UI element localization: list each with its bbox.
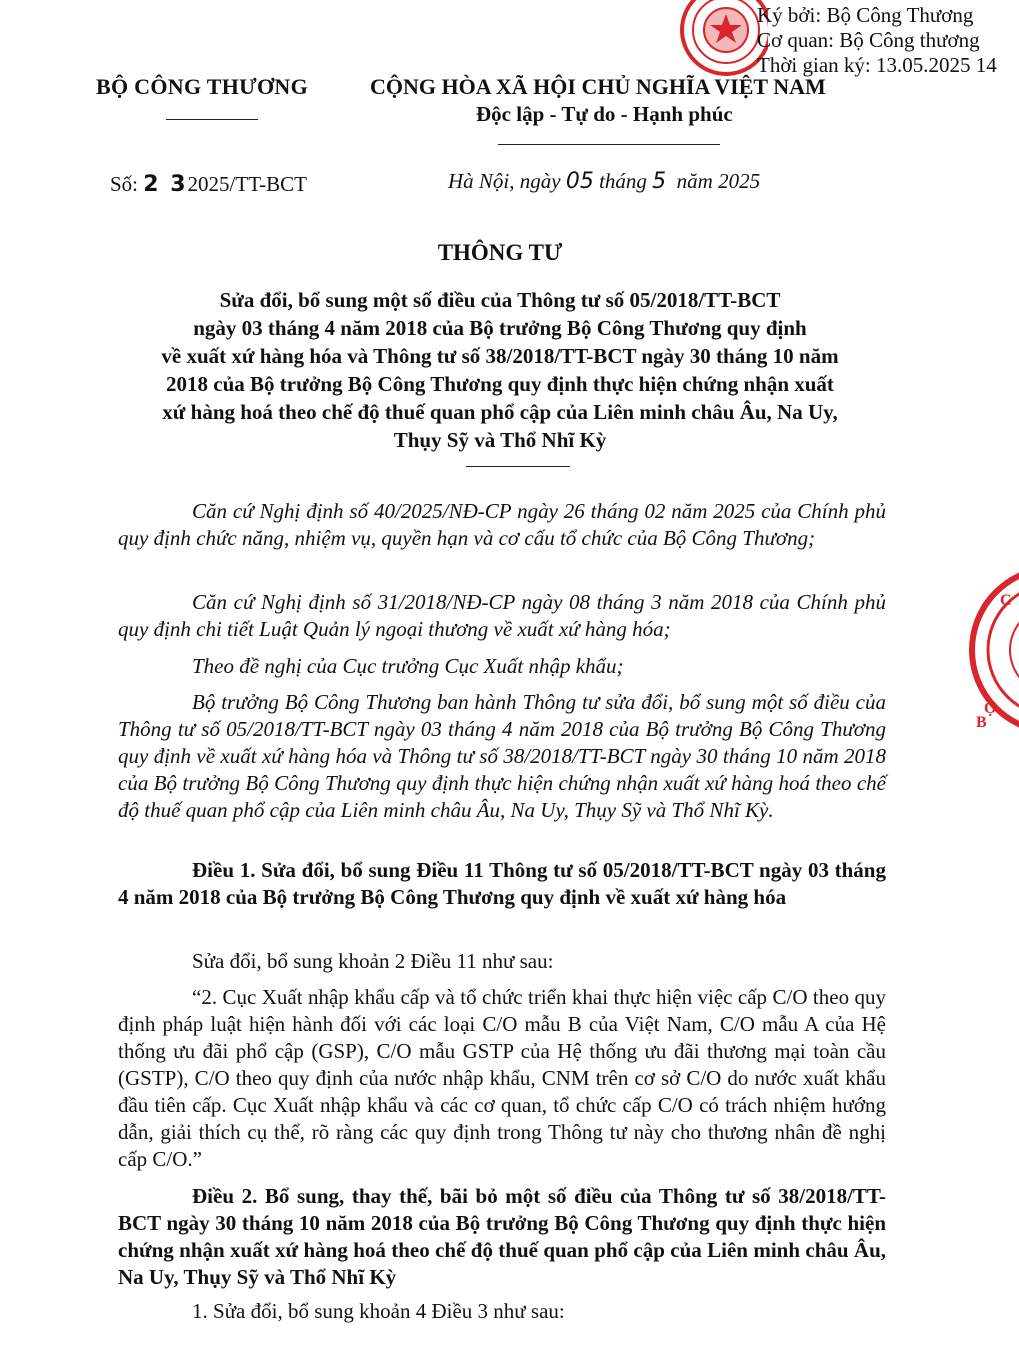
article-1-content: “2. Cục Xuất nhập khẩu cấp và tổ chức triển khai thực hiện việc cấp C/O theo quy định pháp luật hiện hành đối với các loại C/O mẫu B của Việt Nam, C/O mẫu A của Hệ thống ưu đãi phổ cập (GSP), C/O mẫu GSTP của Hệ thống ưu đãi thương mại toàn cầu (GSTP), C/O theo quy định của nước nhập khẩu, CNM trên cơ sở C/O do nước xuất khẩu đầu tiên cấp. Cục Xuất nhập khẩu và các cơ quan, tổ chức cấp C/O có trách nhiệm hướng dẫn, giải thích cụ thể, rõ ràng các quy định trong Thông tư này cho thương nhân đề nghị cấp C/O.” [118, 985, 886, 1171]
country-name: CỘNG HÒA XÃ HỘI CHỦ NGHĨA VIỆT NAM [370, 74, 826, 99]
red-seal-right [962, 565, 1019, 735]
title-line: ngày 03 tháng 4 năm 2018 của Bộ trưởng Bộ Công Thương quy định [193, 316, 807, 340]
article-1-heading: Điều 1. Sửa đổi, bổ sung Điều 11 Thông tư số 05/2018/TT-BCT ngày 03 tháng 4 năm 2018 của Bộ trưởng Bộ Công Thương quy định về xuất xứ hàng hóa [118, 858, 886, 909]
number-prefix: Số: [110, 172, 139, 196]
date-month-label: tháng [599, 169, 647, 193]
title-underline [466, 466, 570, 467]
signed-by: Ký bởi: Bộ Công Thương [757, 3, 974, 27]
preamble-basis-1: Căn cứ Nghị định số 40/2025/NĐ-CP ngày 26 tháng 02 năm 2025 của Chính phủ quy định chức năng, nhiệm vụ, quyền hạn và cơ cấu tổ chức của Bộ Công Thương; [118, 499, 886, 550]
motto-underline [498, 144, 720, 145]
document-type: THÔNG TƯ [437, 240, 563, 265]
article-2-heading: Điều 2. Bổ sung, thay thế, bãi bỏ một số điều của Thông tư số 38/2018/TT-BCT ngày 30 tháng 10 năm 2018 của Bộ trưởng Bộ Công Thương quy định thực hiện chứng nhận xuất xứ hàng hoá theo chế độ thuế quan phổ cập của Liên minh châu Âu, Na Uy, Thụy Sỹ và Thổ Nhĩ Kỳ [118, 1184, 886, 1289]
preamble-promulgation: Bộ trưởng Bộ Công Thương ban hành Thông tư sửa đổi, bổ sung một số điều của Thông tư số 05/2018/TT-BCT ngày 03 tháng 4 năm 2018 của Bộ trưởng Bộ Công Thương quy định về xuất xứ hàng hóa và Thông tư số 38/2018/TT-BCT ngày 30 tháng 10 năm 2018 của Bộ trưởng Bộ Công Thương quy định thực hiện chứng nhận xuất xứ hàng hoá theo chế độ thuế quan phổ cập của Liên minh châu Âu, Na Uy, Thụy Sỹ và Thổ Nhĩ Kỳ. [118, 690, 886, 822]
document-title [100, 286, 900, 454]
title-line: Thụy Sỹ và Thổ Nhĩ Kỳ [393, 428, 607, 452]
signing-agency: Cơ quan: Bộ Công thương [757, 28, 980, 52]
title-line: Sửa đổi, bổ sung một số điều của Thông tư số 05/2018/TT-BCT [219, 288, 781, 312]
ministry-underline [166, 119, 258, 120]
date-place: Hà Nội, ngày [448, 169, 561, 193]
signing-time: Thời gian ký: 13.05.2025 14 [757, 53, 997, 77]
signature-info [757, 3, 997, 78]
preamble-basis-2: Căn cứ Nghị định số 31/2018/NĐ-CP ngày 08 tháng 3 năm 2018 của Chính phủ quy định chi tiết Luật Quản lý ngoại thương về xuất xứ hàng hóa; [118, 590, 886, 641]
svg-text:B: B [976, 714, 987, 731]
document-number [110, 172, 307, 197]
article-2-item-1: 1. Sửa đổi, bổ sung khoản 4 Điều 3 như sau: [192, 1299, 565, 1323]
signature-seal-top [676, 0, 768, 82]
article-1-intro: Sửa đổi, bổ sung khoản 2 Điều 11 như sau: [192, 949, 554, 973]
issue-date [448, 169, 760, 194]
svg-text:Ộ: Ộ [984, 700, 997, 717]
issuing-ministry: BỘ CÔNG THƯƠNG [96, 74, 308, 99]
national-motto: Độc lập - Tự do - Hạnh phúc [476, 102, 733, 126]
number-suffix: 2025/TT-BCT [187, 172, 307, 196]
title-line: xứ hàng hoá theo chế độ thuế quan phổ cập của Liên minh châu Âu, Na Uy, [162, 400, 838, 424]
svg-text:C: C [1000, 592, 1012, 609]
title-line: 2018 của Bộ trưởng Bộ Công Thương quy định thực hiện chứng nhận xuất [166, 372, 834, 396]
date-year: năm 2025 [676, 169, 761, 193]
number-handwritten: 2 3 [143, 172, 188, 197]
title-line: về xuất xứ hàng hóa và Thông tư số 38/2018/TT-BCT ngày 30 tháng 10 năm [161, 344, 839, 368]
date-day: 05 [565, 169, 594, 194]
date-month: 5 [652, 169, 667, 194]
preamble-proposal: Theo đề nghị của Cục trưởng Cục Xuất nhập khẩu; [192, 654, 624, 678]
